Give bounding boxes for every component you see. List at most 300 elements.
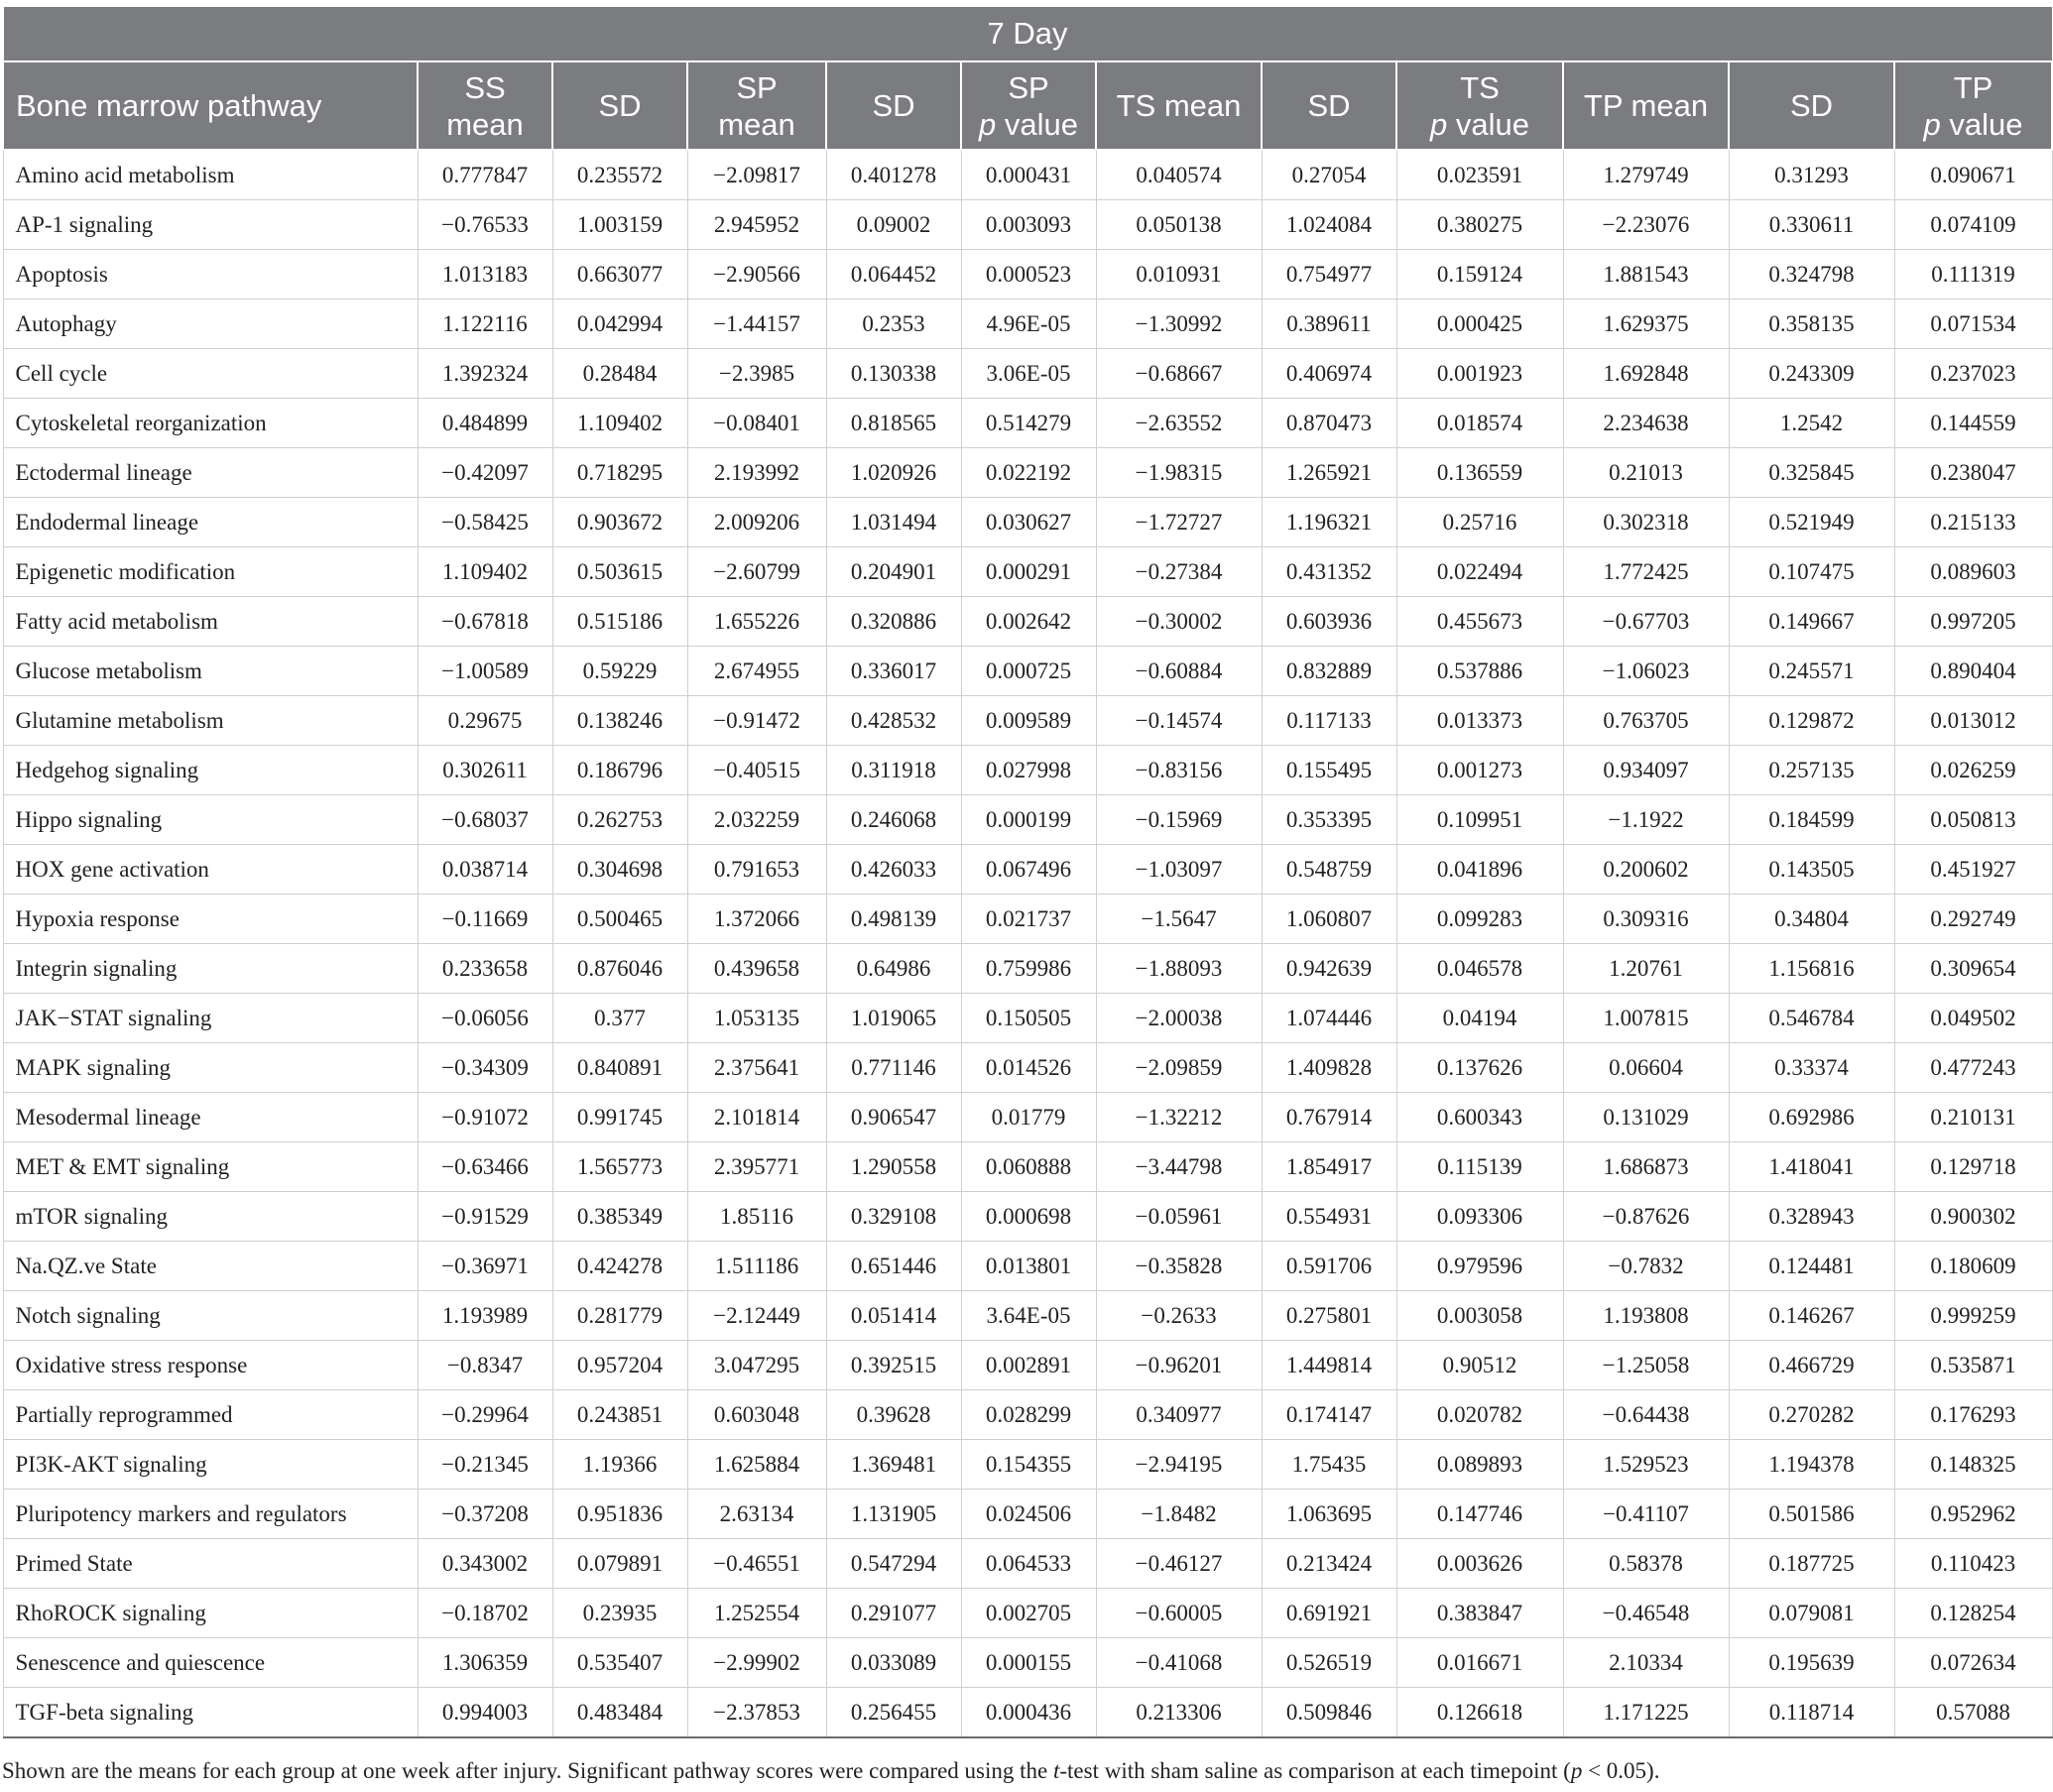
column-header-line2 — [1899, 106, 2047, 143]
value-cell: 0.600343 — [1396, 1093, 1563, 1142]
column-header-line2 — [1401, 106, 1558, 143]
value-cell: 0.146267 — [1729, 1291, 1894, 1341]
column-header — [552, 61, 687, 150]
value-cell: 0.148325 — [1894, 1440, 2052, 1490]
value-cell: 0.818565 — [826, 399, 961, 448]
value-cell: 0.150505 — [961, 994, 1096, 1043]
table-row — [3, 1638, 2052, 1688]
table-row — [3, 200, 2052, 250]
value-cell: 1.024084 — [1262, 200, 1396, 250]
value-cell: 1.109402 — [418, 547, 552, 597]
value-cell: 0.503615 — [552, 547, 687, 597]
value-cell: 0.771146 — [826, 1043, 961, 1093]
value-cell: 0.107475 — [1729, 547, 1894, 597]
value-cell: 0.691921 — [1262, 1589, 1396, 1638]
value-cell: 0.377 — [552, 994, 687, 1043]
table-row — [3, 250, 2052, 299]
value-cell: −0.41107 — [1563, 1490, 1729, 1539]
value-cell: 0.149667 — [1729, 597, 1894, 647]
value-cell: 0.243851 — [552, 1390, 687, 1440]
table-row — [3, 1341, 2052, 1390]
caption-text-2: -test with sham saline as comparison at each timepoint ( — [1059, 1758, 1571, 1783]
value-cell: −1.8482 — [1096, 1490, 1262, 1539]
value-cell: 0.111319 — [1894, 250, 2052, 299]
value-cell: 0.477243 — [1894, 1043, 2052, 1093]
column-header-line2 — [423, 106, 547, 143]
value-cell: 0.257135 — [1729, 746, 1894, 795]
caption-t-italic: t — [1052, 1758, 1060, 1783]
value-cell: 0.281779 — [552, 1291, 687, 1341]
value-cell: 0.59229 — [552, 647, 687, 696]
value-cell: 0.159124 — [1396, 250, 1563, 299]
value-cell: 0.890404 — [1894, 647, 2052, 696]
value-cell: 0.186796 — [552, 746, 687, 795]
value-cell: 0.130338 — [826, 349, 961, 399]
value-cell: 0.243309 — [1729, 349, 1894, 399]
value-cell: 0.246068 — [826, 795, 961, 845]
value-cell: −2.94195 — [1096, 1440, 1262, 1490]
value-cell: 0.003093 — [961, 200, 1096, 250]
value-cell: 0.501586 — [1729, 1490, 1894, 1539]
value-cell: 0.426033 — [826, 845, 961, 895]
value-cell: 1.392324 — [418, 349, 552, 399]
pathway-name-cell: Epigenetic modification — [3, 547, 418, 597]
value-cell: 0.028299 — [961, 1390, 1096, 1440]
value-cell: 0.090671 — [1894, 150, 2052, 200]
value-cell: 0.439658 — [687, 944, 826, 994]
value-cell: 0.28484 — [552, 349, 687, 399]
value-cell: 0.25716 — [1396, 498, 1563, 547]
column-header-line1: SS — [464, 69, 506, 105]
value-cell: 0.187725 — [1729, 1539, 1894, 1589]
value-cell: 0.900302 — [1894, 1192, 2052, 1242]
column-header-line1: TP mean — [1583, 88, 1709, 123]
column-header-line1: SD — [1307, 88, 1351, 123]
value-cell: −2.23076 — [1563, 200, 1729, 250]
value-cell: 0.591706 — [1262, 1242, 1396, 1291]
value-cell: 0.876046 — [552, 944, 687, 994]
value-cell: 0.110423 — [1894, 1539, 2052, 1589]
value-cell: 0.238047 — [1894, 448, 2052, 498]
value-cell: 0.548759 — [1262, 845, 1396, 895]
value-cell: −1.00589 — [418, 647, 552, 696]
value-cell: 0.079891 — [552, 1539, 687, 1589]
value-cell: −1.03097 — [1096, 845, 1262, 895]
column-header-italic: p — [1923, 106, 1941, 142]
value-cell: 0.663077 — [552, 250, 687, 299]
pathway-name-cell: Cytoskeletal reorganization — [3, 399, 418, 448]
value-cell: 0.093306 — [1396, 1192, 1563, 1242]
table-row — [3, 1589, 2052, 1638]
value-cell: −1.32212 — [1096, 1093, 1262, 1142]
value-cell: 4.96E-05 — [961, 299, 1096, 349]
value-cell: 1.854917 — [1262, 1142, 1396, 1192]
value-cell: 0.979596 — [1396, 1242, 1563, 1291]
value-cell: 0.385349 — [552, 1192, 687, 1242]
value-cell: 0.04194 — [1396, 994, 1563, 1043]
value-cell: 0.237023 — [1894, 349, 2052, 399]
value-cell: 0.39628 — [826, 1390, 961, 1440]
value-cell: 0.509846 — [1262, 1688, 1396, 1738]
value-cell: 0.109951 — [1396, 795, 1563, 845]
pathway-name-cell: Senescence and quiescence — [3, 1638, 418, 1688]
value-cell: 0.010931 — [1096, 250, 1262, 299]
value-cell: 0.603048 — [687, 1390, 826, 1440]
value-cell: 0.603936 — [1262, 597, 1396, 647]
value-cell: −0.15969 — [1096, 795, 1262, 845]
value-cell: 0.330611 — [1729, 200, 1894, 250]
value-cell: 1.85116 — [687, 1192, 826, 1242]
value-cell: 0.126618 — [1396, 1688, 1563, 1738]
value-cell: 0.270282 — [1729, 1390, 1894, 1440]
value-cell: 1.19366 — [552, 1440, 687, 1490]
value-cell: 0.022494 — [1396, 547, 1563, 597]
value-cell: −0.05961 — [1096, 1192, 1262, 1242]
value-cell: 0.213424 — [1262, 1539, 1396, 1589]
value-cell: 0.934097 — [1563, 746, 1729, 795]
value-cell: 0.292749 — [1894, 895, 2052, 944]
value-cell: 2.193992 — [687, 448, 826, 498]
pathway-name-cell: Hypoxia response — [3, 895, 418, 944]
value-cell: 0.870473 — [1262, 399, 1396, 448]
table-row — [3, 1192, 2052, 1242]
value-cell: 0.144559 — [1894, 399, 2052, 448]
value-cell: 0.143505 — [1729, 845, 1894, 895]
value-cell: 2.032259 — [687, 795, 826, 845]
value-cell: −2.00038 — [1096, 994, 1262, 1043]
column-header-line1: SP — [1008, 69, 1049, 105]
value-cell: 0.521949 — [1729, 498, 1894, 547]
column-header-line1: TS mean — [1116, 88, 1242, 123]
value-cell: 0.328943 — [1729, 1192, 1894, 1242]
value-cell: 0.57088 — [1894, 1688, 2052, 1738]
value-cell: 0.324798 — [1729, 250, 1894, 299]
value-cell: 0.213306 — [1096, 1688, 1262, 1738]
value-cell: 0.535407 — [552, 1638, 687, 1688]
value-cell: 0.000291 — [961, 547, 1096, 597]
value-cell: 0.003058 — [1396, 1291, 1563, 1341]
value-cell: −0.08401 — [687, 399, 826, 448]
value-cell: 1.75435 — [1262, 1440, 1396, 1490]
value-cell: 0.023591 — [1396, 150, 1563, 200]
table-row — [3, 299, 2052, 349]
table-row — [3, 448, 2052, 498]
value-cell: 0.195639 — [1729, 1638, 1894, 1688]
value-cell: 0.001923 — [1396, 349, 1563, 399]
table-row — [3, 1093, 2052, 1142]
value-cell: −2.63552 — [1096, 399, 1262, 448]
value-cell: 0.763705 — [1563, 696, 1729, 746]
value-cell: 0.215133 — [1894, 498, 2052, 547]
value-cell: 2.009206 — [687, 498, 826, 547]
value-cell: −1.1922 — [1563, 795, 1729, 845]
value-cell: 0.000199 — [961, 795, 1096, 845]
value-cell: 0.906547 — [826, 1093, 961, 1142]
value-cell: 0.002705 — [961, 1589, 1096, 1638]
value-cell: 0.262753 — [552, 795, 687, 845]
value-cell: 0.024506 — [961, 1490, 1096, 1539]
table-row — [3, 399, 2052, 448]
pathway-name-cell: Integrin signaling — [3, 944, 418, 994]
column-header-line1: Bone marrow pathway — [16, 88, 322, 123]
value-cell: 0.042994 — [552, 299, 687, 349]
value-cell: −0.8347 — [418, 1341, 552, 1390]
column-header — [1262, 61, 1396, 150]
value-cell: −3.44798 — [1096, 1142, 1262, 1192]
value-cell: 0.329108 — [826, 1192, 961, 1242]
value-cell: 1.629375 — [1563, 299, 1729, 349]
value-cell: 0.777847 — [418, 150, 552, 200]
column-header — [961, 61, 1096, 150]
value-cell: −0.14574 — [1096, 696, 1262, 746]
value-cell: 0.014526 — [961, 1043, 1096, 1093]
value-cell: 0.174147 — [1262, 1390, 1396, 1440]
table-row — [3, 597, 2052, 647]
pathway-table — [2, 6, 2053, 1738]
pathway-name-cell: Hedgehog signaling — [3, 746, 418, 795]
caption-text-1: Shown are the means for each group at one week after injury. Significant pathway scores were compared using the — [2, 1758, 1053, 1783]
value-cell: 1.003159 — [552, 200, 687, 250]
column-header-line1: SP — [736, 69, 778, 105]
column-header — [1396, 61, 1563, 150]
table-row — [3, 696, 2052, 746]
value-cell: 0.051414 — [826, 1291, 961, 1341]
value-cell: 0.23935 — [552, 1589, 687, 1638]
value-cell: −0.67818 — [418, 597, 552, 647]
value-cell: 2.674955 — [687, 647, 826, 696]
value-cell: 0.791653 — [687, 845, 826, 895]
value-cell: 1.193808 — [1563, 1291, 1729, 1341]
value-cell: −0.60884 — [1096, 647, 1262, 696]
value-cell: 0.000431 — [961, 150, 1096, 200]
value-cell: 0.832889 — [1262, 647, 1396, 696]
value-cell: 1.109402 — [552, 399, 687, 448]
column-header-line2 — [966, 106, 1091, 143]
value-cell: 0.554931 — [1262, 1192, 1396, 1242]
value-cell: 0.275801 — [1262, 1291, 1396, 1341]
value-cell: 0.64986 — [826, 944, 961, 994]
value-cell: 0.309654 — [1894, 944, 2052, 994]
value-cell: 1.772425 — [1563, 547, 1729, 597]
value-cell: −0.91072 — [418, 1093, 552, 1142]
column-header — [1096, 61, 1262, 150]
pathway-name-cell: Oxidative stress response — [3, 1341, 418, 1390]
table-row — [3, 1291, 2052, 1341]
value-cell: 0.074109 — [1894, 200, 2052, 250]
value-cell: 0.129872 — [1729, 696, 1894, 746]
value-cell: 3.047295 — [687, 1341, 826, 1390]
pathway-name-cell: HOX gene activation — [3, 845, 418, 895]
pathway-name-cell: PI3K-AKT signaling — [3, 1440, 418, 1490]
pathway-name-cell: Hippo signaling — [3, 795, 418, 845]
pathway-name-cell: Fatty acid metabolism — [3, 597, 418, 647]
value-cell: 0.320886 — [826, 597, 961, 647]
value-cell: −1.88093 — [1096, 944, 1262, 994]
value-cell: −0.91472 — [687, 696, 826, 746]
value-cell: 1.193989 — [418, 1291, 552, 1341]
value-cell: 3.64E-05 — [961, 1291, 1096, 1341]
value-cell: 0.428532 — [826, 696, 961, 746]
value-cell: −0.2633 — [1096, 1291, 1262, 1341]
pathway-name-cell: Ectodermal lineage — [3, 448, 418, 498]
value-cell: 0.026259 — [1894, 746, 2052, 795]
value-cell: 0.137626 — [1396, 1043, 1563, 1093]
value-cell: 0.759986 — [961, 944, 1096, 994]
value-cell: −0.11669 — [418, 895, 552, 944]
value-cell: −0.18702 — [418, 1589, 552, 1638]
pathway-name-cell: Glucose metabolism — [3, 647, 418, 696]
value-cell: 0.180609 — [1894, 1242, 2052, 1291]
value-cell: 0.997205 — [1894, 597, 2052, 647]
value-cell: 0.951836 — [552, 1490, 687, 1539]
pathway-name-cell: Cell cycle — [3, 349, 418, 399]
value-cell: −0.21345 — [418, 1440, 552, 1490]
value-cell: 0.29675 — [418, 696, 552, 746]
value-cell: 0.002642 — [961, 597, 1096, 647]
value-cell: −1.44157 — [687, 299, 826, 349]
value-cell: 1.156816 — [1729, 944, 1894, 994]
value-cell: 0.016671 — [1396, 1638, 1563, 1688]
value-cell: 0.526519 — [1262, 1638, 1396, 1688]
value-cell: −0.40515 — [687, 746, 826, 795]
value-cell: 0.000155 — [961, 1638, 1096, 1688]
value-cell: 0.013801 — [961, 1242, 1096, 1291]
value-cell: 0.406974 — [1262, 349, 1396, 399]
value-cell: 0.000698 — [961, 1192, 1096, 1242]
pathway-name-cell: Autophagy — [3, 299, 418, 349]
column-header-line1: SD — [1789, 88, 1834, 123]
value-cell: −1.30992 — [1096, 299, 1262, 349]
value-cell: −0.41068 — [1096, 1638, 1262, 1688]
column-header — [826, 61, 961, 150]
column-header — [418, 61, 552, 150]
value-cell: −0.68667 — [1096, 349, 1262, 399]
caption-text-3: < 0.05). — [1582, 1758, 1660, 1783]
table-row — [3, 1688, 2052, 1738]
value-cell: −0.35828 — [1096, 1242, 1262, 1291]
value-cell: −0.46548 — [1563, 1589, 1729, 1638]
value-cell: 1.449814 — [1262, 1341, 1396, 1390]
value-cell: 0.466729 — [1729, 1341, 1894, 1390]
value-cell: 0.33374 — [1729, 1043, 1894, 1093]
value-cell: 0.040574 — [1096, 150, 1262, 200]
value-cell: 0.90512 — [1396, 1341, 1563, 1390]
value-cell: 0.500465 — [552, 895, 687, 944]
value-cell: −0.64438 — [1563, 1390, 1729, 1440]
value-cell: 0.147746 — [1396, 1490, 1563, 1539]
column-header-italic: p — [1430, 106, 1448, 142]
table-row — [3, 1043, 2052, 1093]
column-header — [1563, 61, 1729, 150]
value-cell: 0.424278 — [552, 1242, 687, 1291]
value-cell: 0.041896 — [1396, 845, 1563, 895]
caption-p-italic: p — [1570, 1758, 1583, 1783]
value-cell: −2.99902 — [687, 1638, 826, 1688]
value-cell: 0.325845 — [1729, 448, 1894, 498]
value-cell: −0.63466 — [418, 1142, 552, 1192]
value-cell: 0.994003 — [418, 1688, 552, 1738]
value-cell: −2.09859 — [1096, 1043, 1262, 1093]
value-cell: 0.003626 — [1396, 1539, 1563, 1589]
value-cell: 0.064533 — [961, 1539, 1096, 1589]
value-cell: 0.049502 — [1894, 994, 2052, 1043]
value-cell: 0.2353 — [826, 299, 961, 349]
value-cell: 0.233658 — [418, 944, 552, 994]
value-cell: 0.903672 — [552, 498, 687, 547]
value-cell: −0.60005 — [1096, 1589, 1262, 1638]
table-row — [3, 547, 2052, 597]
value-cell: 0.009589 — [961, 696, 1096, 746]
value-cell: 0.099283 — [1396, 895, 1563, 944]
value-cell: −0.30002 — [1096, 597, 1262, 647]
value-cell: −0.29964 — [418, 1390, 552, 1440]
value-cell: 1.031494 — [826, 498, 961, 547]
value-cell: 0.343002 — [418, 1539, 552, 1589]
value-cell: −1.06023 — [1563, 647, 1729, 696]
pathway-name-cell: Mesodermal lineage — [3, 1093, 418, 1142]
value-cell: 2.101814 — [687, 1093, 826, 1142]
value-cell: −2.3985 — [687, 349, 826, 399]
value-cell: 2.10334 — [1563, 1638, 1729, 1688]
value-cell: 0.302611 — [418, 746, 552, 795]
value-cell: 0.336017 — [826, 647, 961, 696]
value-cell: 1.306359 — [418, 1638, 552, 1688]
value-cell: 0.537886 — [1396, 647, 1563, 696]
pathway-name-cell: Endodermal lineage — [3, 498, 418, 547]
value-cell: 0.000436 — [961, 1688, 1096, 1738]
column-header-line2 — [692, 106, 821, 143]
table-row — [3, 1490, 2052, 1539]
value-cell: 1.074446 — [1262, 994, 1396, 1043]
value-cell: 0.01779 — [961, 1093, 1096, 1142]
value-cell: −1.25058 — [1563, 1341, 1729, 1390]
value-cell: −0.36971 — [418, 1242, 552, 1291]
value-cell: 1.686873 — [1563, 1142, 1729, 1192]
value-cell: −0.96201 — [1096, 1341, 1262, 1390]
value-cell: −0.27384 — [1096, 547, 1262, 597]
value-cell: 1.053135 — [687, 994, 826, 1043]
value-cell: 0.021737 — [961, 895, 1096, 944]
value-cell: 1.529523 — [1563, 1440, 1729, 1490]
value-cell: 0.131029 — [1563, 1093, 1729, 1142]
value-cell: 0.754977 — [1262, 250, 1396, 299]
column-header-line2-text: mean — [446, 106, 524, 142]
value-cell: −1.98315 — [1096, 448, 1262, 498]
value-cell: 0.58378 — [1563, 1539, 1729, 1589]
value-cell: −0.76533 — [418, 200, 552, 250]
pathway-name-cell: Primed State — [3, 1539, 418, 1589]
value-cell: 0.546784 — [1729, 994, 1894, 1043]
value-cell: 0.957204 — [552, 1341, 687, 1390]
table-row — [3, 349, 2052, 399]
pathway-name-cell: Glutamine metabolism — [3, 696, 418, 746]
table-row — [3, 1142, 2052, 1192]
table-row — [3, 647, 2052, 696]
value-cell: 1.20761 — [1563, 944, 1729, 994]
table-row — [3, 1242, 2052, 1291]
value-cell: −1.72727 — [1096, 498, 1262, 547]
value-cell: 0.942639 — [1262, 944, 1396, 994]
value-cell: 0.999259 — [1894, 1291, 2052, 1341]
value-cell: 0.138246 — [552, 696, 687, 746]
pathway-name-cell: Apoptosis — [3, 250, 418, 299]
value-cell: 1.290558 — [826, 1142, 961, 1192]
value-cell: 0.291077 — [826, 1589, 961, 1638]
value-cell: 1.194378 — [1729, 1440, 1894, 1490]
value-cell: 0.09002 — [826, 200, 961, 250]
value-cell: −0.68037 — [418, 795, 552, 845]
value-cell: −0.46551 — [687, 1539, 826, 1589]
